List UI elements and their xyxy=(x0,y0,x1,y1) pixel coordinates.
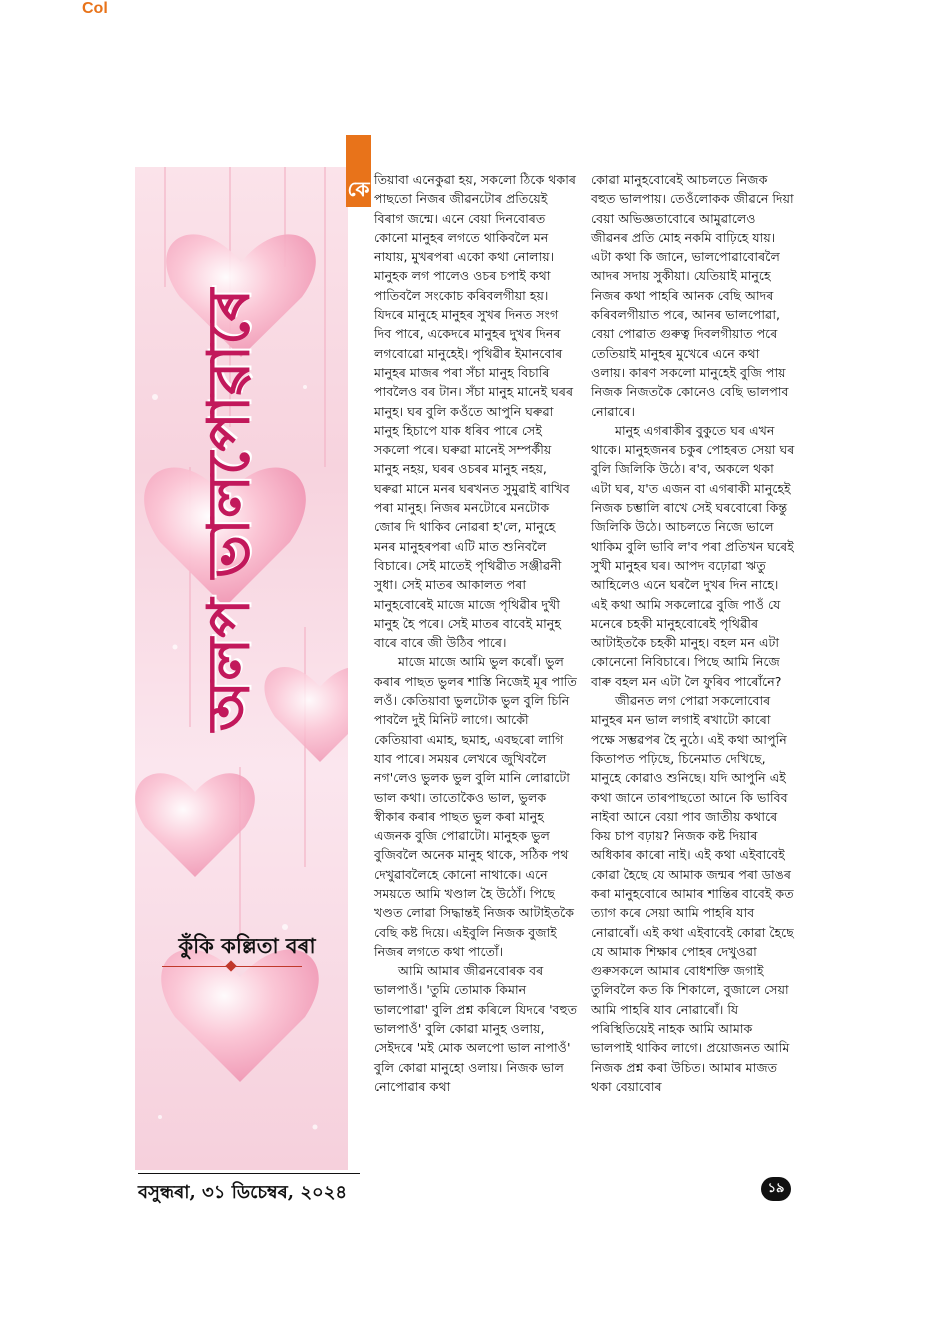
paragraph: আমি আমাৰ জীৱনবোৰক বৰ ভালপাওঁ। 'তুমি তোমাক কিমান ভালপোৱা' বুলি প্ৰশ্ন কৰিলে যিদৰে 'বহুত ভালপাওঁ' বুলি কোৱা মানুহ ওলায়, সেইদৰে 'মই মোক অলপো ভাল নাপাওঁ' বুলি কোৱা মানুহো ওলায়। নিজক ভাল নোপোৱাৰ কথা xyxy=(374,963,578,1094)
paragraph: মানুহ এগৰাকীৰ বুকুতে ঘৰ এখন থাকে। মানুহজনৰ চকুৰ পোহৰত সেয়া ঘৰ বুলি জিলিকি উঠে। ৰ'ব, অকলে থকা এটা ঘৰ, য'ত এজন বা এগৰাকী মানুহেই নিজক চম্ভালি ৰাখে সেই ঘৰবোৰো কিন্তু জিলিকি উঠে। আচলতে নিজে ভালে থাকিম বুলি ভাবি ল'ব পৰা প্ৰতিখন ঘৰেই সুখী মানুহৰ ঘৰ। আপদ বঢ়োৱা ঋতু আহিলেও এনে ঘৰলৈ দুখৰ দিন নাহে। এই কথা আমি সকলোৱে বুজি পাওঁ যে মনেৰে চহকী মানুহবোৰেই পৃথিৱীৰ আটাইতকৈ চহকী মানুহ। বহল মন এটা কোনেনো নিবিচাৰে। পিছে আমি নিজে বাৰু বহল মন এটা লৈ ফুৰিব পাৰোঁনে? xyxy=(591,422,795,689)
author-name: কুঁকি কল্লিতা বৰা xyxy=(178,933,316,958)
footer-divider xyxy=(138,1173,360,1174)
article-title xyxy=(188,270,278,750)
article-title-text: অলপ ভালপোৱাৰে xyxy=(194,288,263,732)
footer-magazine-date: বসুন্ধৰা, ৩১ ডিচেম্বৰ, ২০২৪ xyxy=(138,1182,348,1203)
paragraph: মাজে মাজে আমি ভুল কৰোঁ। ভুল কৰাৰ পাছত ভুলৰ শাস্তি নিজেই মূৰ পাতি লওঁ। কেতিয়াবা ভুলটোক ভুল বুলি চিনি পাবলৈ দুই মিনিট লাগে। আকৌ কেতিয়াবা এমাহ, ছমাহ, এবছৰো লাগি যাব পাৰে। সময়ৰ লেখৰে জুখিবলৈ নগ'লেও ভুলক ভুল বুলি মানি লোৱাটো ভাল কথা। তাতোকৈও ভাল, ভুলক স্বীকাৰ কৰাৰ পাছত ভুল কৰা মানুহ এজনক বুজি পোৱাটো। মানুহক ভুল বুজিবলৈ অনেক মানুহ থাকে, সঠিক পথ দেখুৱাবলৈহে কোনো নাথাকে। এনে সময়তে আমি খণ্ডাল হৈ উঠোঁ। পিছে খণ্ডত লোৱা সিদ্ধান্তই নিজক আটাইতকৈ বেছি কষ্ট দিয়ে। এইবুলি নিজক বুজাই নিজৰ লগতে কথা পাতোঁ। xyxy=(374,654,577,959)
paragraph: জীৱনত লগ পোৱা সকলোবোৰ মানুহৰ মন ভাল লগাই ৰখাটো কাৰো পক্ষে সম্ভৱপৰ হৈ নুঠে। এই কথা আপুনি কিতাপত পঢ়িছে, চিনেমাত দেখিছে, মানুহে কোৱাও শুনিছে। যদি আপুনি এই কথা জানে তাৰপাছতো আনে কি ভাবিব নাইবা আনে বেয়া পাব জাতীয় কথাৰে কিয় চাপ বঢ়ায়? নিজক কষ্ট দিয়াৰ অধিকাৰ কাৰো নাই। এই কথা এইবাবেই কোৱা হৈছে যে আমাক জন্মৰ পৰা ডাঙৰ কৰা মানুহবোৰে আমাৰ শান্তিৰ বাবেই কত ত্যাগ কৰে সেয়া আমি পাহৰি যাব নোৱাৰোঁ। এই কথা এইবাবেই কোৱা হৈছে যে আমাক শিক্ষাৰ পোহৰ দেখুওৱা গুৰুসকলে আমাৰ বোধশক্তি জগাই তুলিবলৈ কত কি শিকালে, বুজালে সেয়া আমি পাহৰি যাব নোৱাৰোঁ। যি পৰিস্থিতিয়েই নাহক আমি আমাক ভালপাই থাকিব লাগে। প্ৰয়োজনত আমি নিজক প্ৰশ্ন কৰা উচিত। আমাৰ মাজত থকা বেয়াবোৰ xyxy=(591,693,794,1094)
paragraph: তিয়াবা এনেকুৱা হয়, সকলো ঠিকে থকাৰ পাছতো নিজৰ জীৱনটোৰ প্ৰতিয়েই বিৰাগ জন্মে। এনে বেয়া দিনবোৰত কোনো মানুহৰ লগতে থাকিবলৈ মন নাযায়, মুখৰপৰা একো কথা নোলায়। মানুহক লগ পালেও ওচৰ চপাই কথা পাতিবলৈ সংকোচ কৰিবলগীয়া হয়। যিদৰে মানুহে মানুহৰ সুখৰ দিনত সংগ দিব পাৰে, একেদৰে মানুহৰ দুখৰ দিনৰ লগবোৱো মানুহেই। পৃথিৱীৰ ইমানবোৰ মানুহৰ মাজৰ পৰা সঁচা মানুহ বিচাৰি পাবলৈও বৰ টান। সঁচা মানুহ মানেই ঘৰৰ মানুহ। ঘৰ বুলি কওঁতে আপুনি ঘৰুৱা মানুহ হিচাপে যাক ধৰিব পাৰে সেই সকলো পৰে। ঘৰুৱা মানেই সম্পৰ্কীয় মানুহ নহয়, ঘৰৰ ওচৰৰ মানুহ নহয়, ঘৰুৱা মানে মনৰ ঘৰখনত সুমুৱাই ৰাখিব পৰা মানুহ। নিজৰ মনটোৰে মনটোক জোৰ দি থাকিব নোৱৰা হ'লে, মানুহে মনৰ মানুহৰপৰা এটি মাত শুনিবলৈ বিচাৰে। সেই মাতেই পৃথিৱীত সঞ্জীৱনী সুধা। সেই মাতৰ আকালত পৰা মানুহবোৰেই মাজে মাজে পৃথিৱীৰ দুখী মানুহ হৈ পৰে। সেই মাতৰ বাবেই মানুহ বাৰে বাৰে জী উঠিব পাৰে। xyxy=(374,172,576,651)
corner-label: Col xyxy=(82,0,108,17)
paragraph: কোৱা মানুহবোৰেই আচলতে নিজক বহুত ভালপায়। তেওঁলোকক জীৱনে দিয়া বেয়া অভিজ্ঞতাবোৰে আমুৱালেও জীৱনৰ প্ৰতি মোহ নকমি বাঢ়িহে যায়। এটা কথা কি জানে, ভালপোৱাবোৰলৈ আদৰ সদায় সুকীয়া। যেতিয়াই মানুহে নিজৰ কথা পাহৰি আনক বেছি আদৰ কৰিবলগীয়াত পৰে, আনৰ ভালপোৱা, বেয়া পোৱাত গুৰুত্ব দিবলগীয়াত পৰে তেতিয়াই মানুহৰ মুখেৰে এনে কথা ওলায়। কাৰণ সকলো মানুহেই বুজি পায় নিজক নিজতকৈ কোনেও বেছি ভালপাব নোৱাৰে। xyxy=(591,172,794,419)
article-column-2 xyxy=(591,170,795,1096)
page-number: ১৯ xyxy=(761,1177,791,1201)
dropcap-letter: কে xyxy=(347,177,370,201)
article-column-1 xyxy=(374,170,579,1096)
